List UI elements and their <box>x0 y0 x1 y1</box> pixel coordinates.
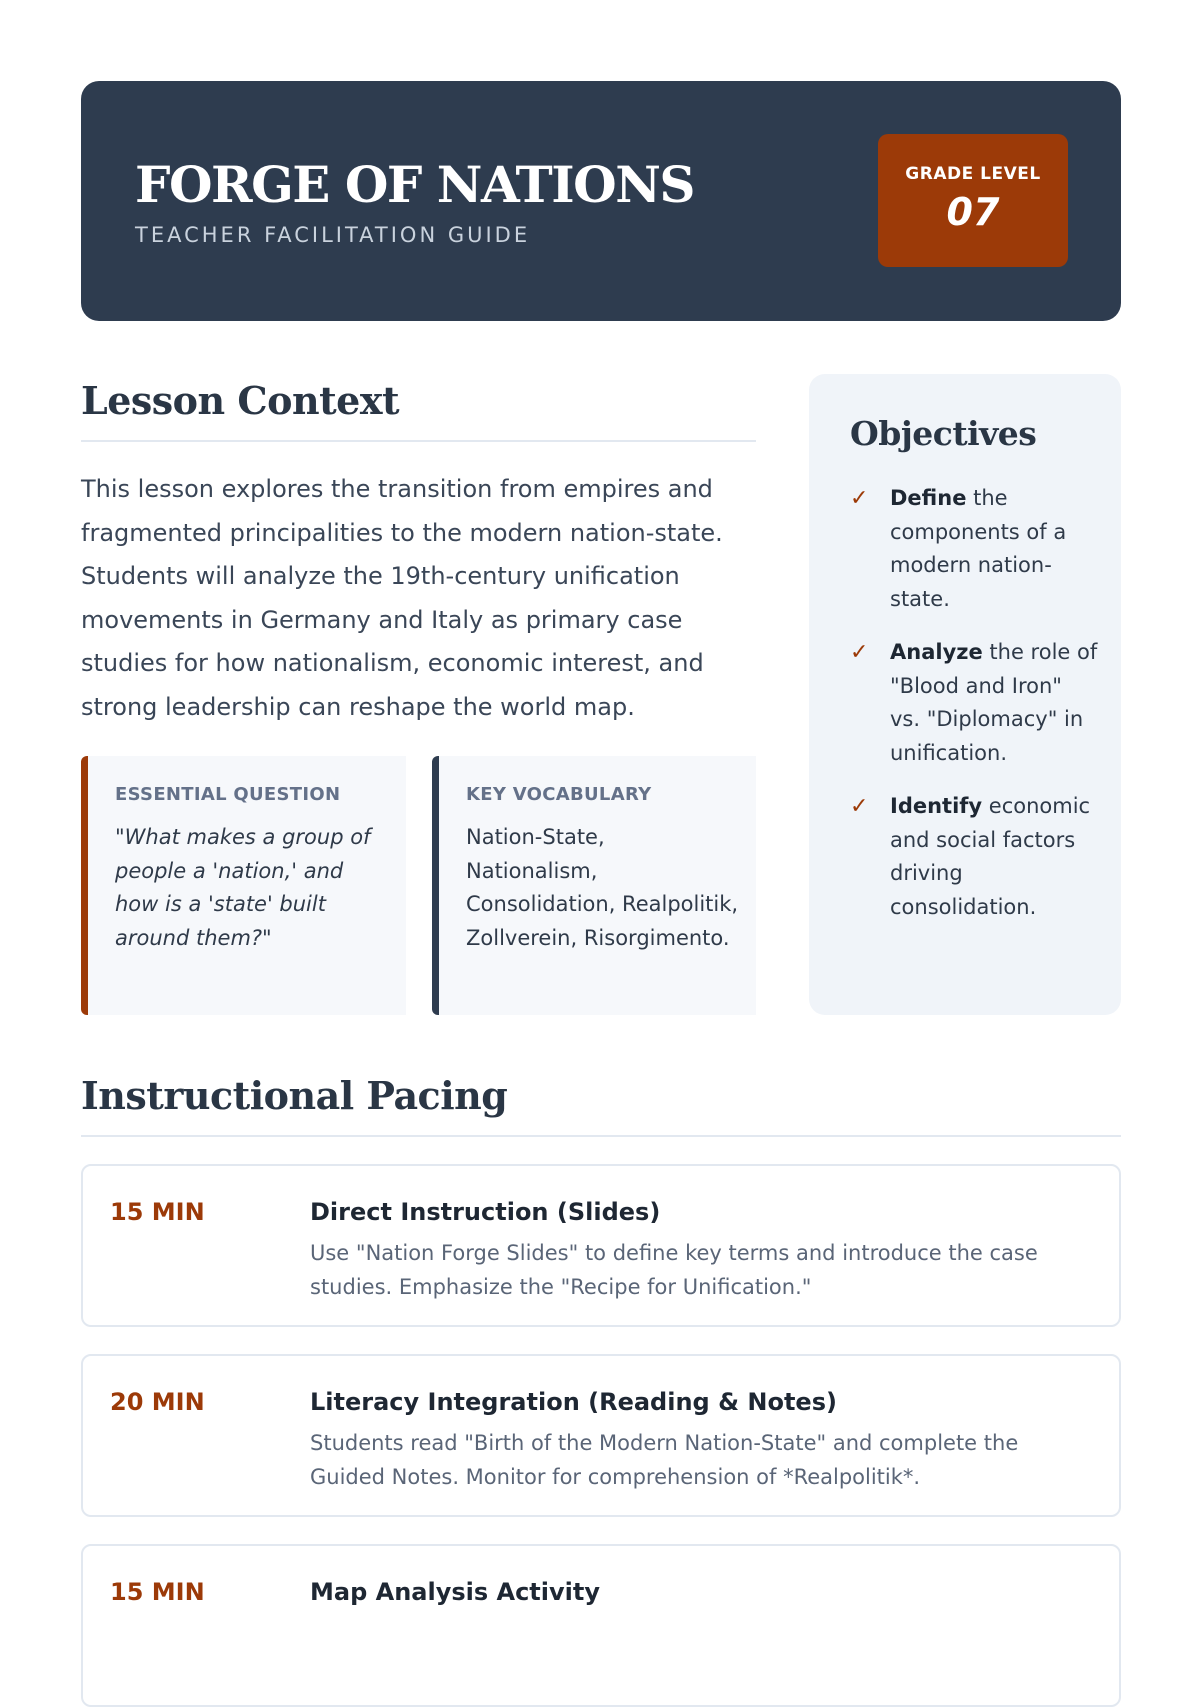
key-vocabulary-card <box>432 756 756 1015</box>
objective-text: economic and social factors driving consolidation. <box>890 794 1091 919</box>
check-icon: ✓ <box>850 486 869 511</box>
pacing-activity-title: Literacy Integration (Reading & Notes) <box>310 1388 837 1416</box>
grade-level-badge <box>878 134 1068 267</box>
pacing-duration: 15 MIN <box>110 1578 205 1606</box>
check-icon: ✓ <box>850 794 869 819</box>
guide-subtitle: TEACHER FACILITATION GUIDE <box>135 223 531 247</box>
objective-text: the role of "Blood and Iron" vs. "Diplomacy" in unification. <box>890 640 1098 765</box>
objective-verb: Define <box>890 486 967 510</box>
essential-question-text: "What makes a group of people a 'nation,' and how is a 'state' built around them?" <box>115 825 371 950</box>
pacing-divider <box>81 1135 1121 1137</box>
objective-item <box>850 636 1098 770</box>
pacing-activity-title: Direct Instruction (Slides) <box>310 1198 661 1226</box>
objectives-list <box>850 482 1098 944</box>
pacing-activity-description: Use "Nation Forge Slides" to define key terms and introduce the case studies. Emphasize the "Recipe for Unification." <box>310 1241 1038 1299</box>
key-vocabulary-text: Nation-State, Nationalism, Consolidation, Realpolitik, Zollverein, Risorgimento. <box>466 825 739 950</box>
pacing-duration: 20 MIN <box>110 1388 205 1416</box>
key-vocabulary-label: KEY VOCABULARY <box>466 784 652 805</box>
pacing-row <box>81 1354 1121 1517</box>
guide-header <box>81 81 1121 321</box>
objective-verb: Analyze <box>890 640 983 664</box>
objective-item <box>850 790 1098 924</box>
objectives-panel <box>809 374 1121 1015</box>
lesson-context-body: This lesson explores the transition from empires and fragmented principalities to the modern nation-state. Students will analyze the 19th-century unification movements in Germany and Italy as primary case studies for how nationalism, economic interest, and strong leadership can reshape the world map. <box>81 475 723 721</box>
pacing-row <box>81 1544 1121 1707</box>
grade-level-label: GRADE LEVEL <box>905 164 1041 184</box>
check-icon: ✓ <box>850 640 869 665</box>
essential-question-label: ESSENTIAL QUESTION <box>115 784 341 805</box>
pacing-row <box>81 1164 1121 1327</box>
essential-question-card <box>81 756 406 1015</box>
lesson-context-heading: Lesson Context <box>81 378 400 423</box>
instructional-pacing-heading: Instructional Pacing <box>81 1073 508 1118</box>
pacing-duration: 15 MIN <box>110 1198 205 1226</box>
objectives-heading: Objectives <box>850 414 1037 453</box>
grade-level-value: 07 <box>946 190 1000 234</box>
pacing-activity-description: Students read "Birth of the Modern Nation-State" and complete the Guided Notes. Monitor for comprehension of *Realpolitik*. <box>310 1431 1019 1489</box>
guide-title: FORGE OF NATIONS <box>135 155 695 214</box>
objective-text: the components of a modern nation-state. <box>890 486 1067 611</box>
lesson-context-divider <box>81 440 756 442</box>
objective-item <box>850 482 1098 616</box>
objective-verb: Identify <box>890 794 983 818</box>
pacing-activity-title: Map Analysis Activity <box>310 1578 600 1606</box>
